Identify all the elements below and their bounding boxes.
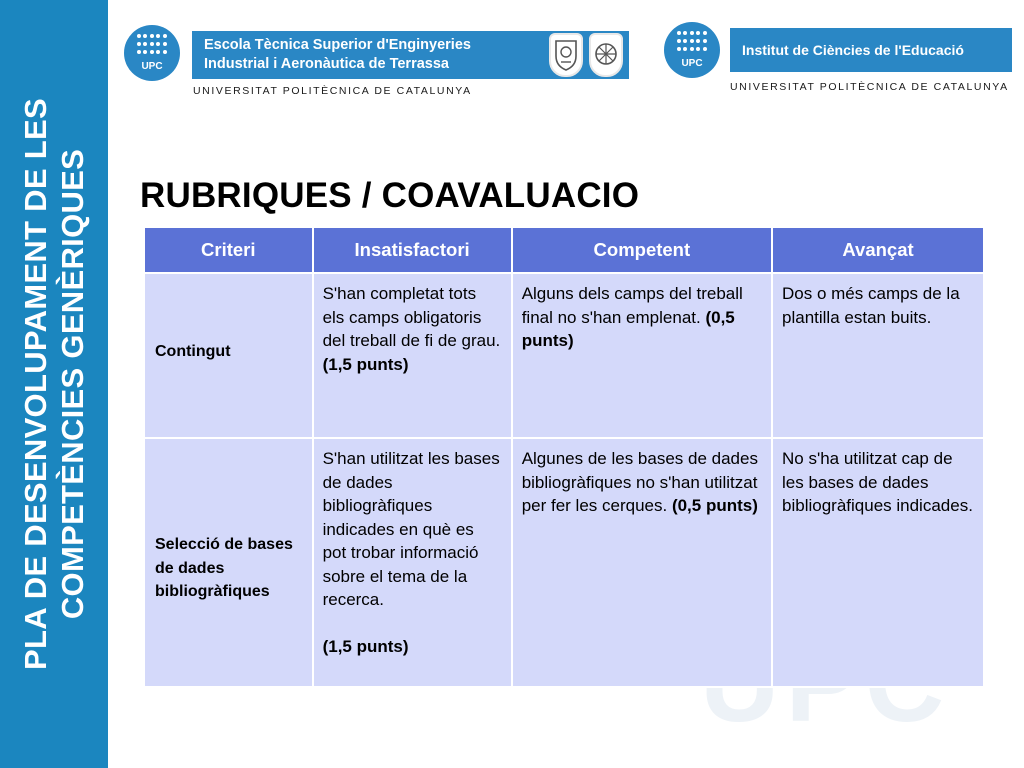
rubric-table — [143, 226, 985, 688]
school-name-line-2: Industrial i Aeronàutica de Terrassa — [204, 56, 449, 72]
insatisfactori-text: S'han completat tots els camps obligatoris del treball de fi de grau. — [322, 284, 501, 350]
side-banner-line-1: PLA DE DESENVOLUPAMENT DE LES — [18, 98, 53, 670]
side-banner-line-2: COMPETÈNCIES GENÈRIQUES — [55, 148, 90, 620]
side-banner-title — [17, 4, 91, 764]
upc-dots-icon-right — [677, 31, 707, 53]
ice-logo — [664, 22, 720, 78]
header-insatisfactori: Insatisfactori — [314, 228, 511, 272]
insatisfactori-cell — [314, 274, 511, 437]
table-header-row — [145, 228, 983, 272]
avancat-cell — [773, 274, 983, 437]
competent-text: Alguns dels camps del treball final no s'han emplenat. — [521, 284, 743, 327]
side-banner — [0, 0, 108, 768]
insatisfactori-points: (1,5 punts) — [322, 637, 409, 656]
upc-dots-icon — [137, 34, 167, 56]
competent-cell — [513, 439, 771, 686]
insatisfactori-points: (1,5 punts) — [322, 354, 409, 374]
competent-points: (0,5 punts) — [671, 496, 758, 515]
upc-logo-icon — [124, 25, 180, 81]
ice-name-box — [730, 28, 1012, 72]
aeronautics-crest-icon — [589, 33, 623, 77]
header-avancat: Avançat — [773, 228, 983, 272]
slide-title: RUBRIQUES / COAVALUACIO — [140, 176, 640, 215]
right-university-caption: UNIVERSITAT POLITÈCNICA DE CATALUNYA — [730, 81, 1009, 93]
table-row — [145, 274, 983, 437]
upc-logo-icon-right — [664, 22, 720, 78]
insatisfactori-text: S'han utilitzat les bases de dades bibliogràfiques indicades en què es pot trobar informació sobre el tema de la recerca. — [322, 449, 500, 609]
criterion-cell: Contingut — [145, 274, 312, 437]
insatisfactori-cell — [314, 439, 511, 686]
competent-points: (0,5 punts) — [521, 307, 735, 350]
avancat-cell — [773, 439, 983, 686]
avancat-text: Dos o més camps de la plantilla estan buits. — [782, 284, 960, 327]
upc-logo-text-right: UPC — [681, 58, 703, 69]
school-name-line-1: Escola Tècnica Superior d'Enginyeries — [204, 37, 471, 53]
header-criteri: Criteri — [145, 228, 312, 272]
institute-name: Institut de Ciències de l'Educació — [742, 42, 964, 58]
table-row — [145, 439, 983, 686]
criterion-cell: Selecció de bases de dades bibliogràfiques — [145, 439, 312, 686]
left-university-caption: UNIVERSITAT POLITÈCNICA DE CATALUNYA — [193, 85, 472, 97]
competent-text: Algunes de les bases de dades bibliogràfiques no s'han utilitzat per fer les cerques. — [521, 449, 758, 515]
upc-logo-text: UPC — [141, 61, 163, 72]
school-crest-icon — [549, 33, 583, 77]
avancat-text: No s'ha utilitzat cap de les bases de dades bibliogràfiques indicades. — [782, 449, 973, 515]
etseiat-name-box — [192, 31, 629, 79]
etseiat-logo — [124, 25, 180, 81]
competent-cell — [513, 274, 771, 437]
header-competent: Competent — [513, 228, 771, 272]
